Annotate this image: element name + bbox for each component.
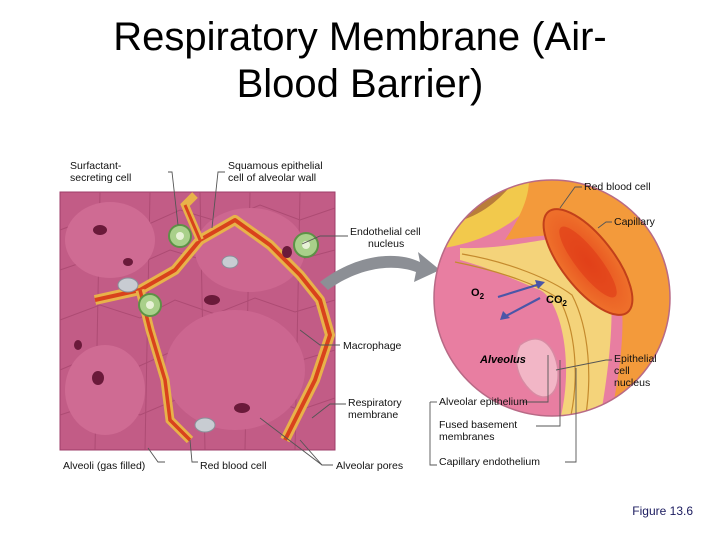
title-line-2: Blood Barrier)	[236, 62, 484, 106]
label-respiratory-membrane	[348, 397, 402, 421]
label-endothelial-line1: Endothelial cell	[350, 226, 421, 238]
label-fused-line1: Fused basement	[439, 419, 518, 431]
title-line-1: Respiratory Membrane (Air-	[113, 15, 607, 59]
label-respiratory-line2: membrane	[348, 409, 399, 421]
label-fused-membranes	[439, 419, 517, 443]
alveolus-label: Alveolus	[480, 354, 526, 366]
label-alveolar-epithelium: Alveolar epithelium	[439, 396, 528, 408]
o2-main: O	[471, 287, 480, 299]
alveolar-tissue-block	[60, 192, 335, 450]
label-squamous-cell	[228, 160, 323, 184]
label-alveoli: Alveoli (gas filled)	[63, 460, 146, 472]
label-epithelial-line1: Epithelial	[614, 353, 657, 365]
label-epithelial-line3: nucleus	[614, 377, 651, 389]
label-fused-line2: membranes	[439, 431, 495, 443]
co2-main: CO	[546, 294, 563, 306]
label-surfactant-line2: secreting cell	[70, 172, 132, 184]
label-red-blood-cell-bottom: Red blood cell	[200, 460, 267, 472]
magnify-arrow	[320, 252, 440, 290]
label-endothelial-nucleus	[350, 226, 421, 250]
label-capillary-endothelium: Capillary endothelium	[439, 456, 540, 468]
o2-sub: 2	[479, 292, 485, 302]
label-alveolar-pores: Alveolar pores	[336, 460, 404, 472]
co2-sub: 2	[562, 299, 567, 309]
label-epithelial-line2: cell	[614, 365, 630, 377]
label-macrophage: Macrophage	[343, 340, 402, 352]
label-epithelial-nucleus	[614, 353, 657, 389]
label-capillary: Capillary	[614, 216, 655, 228]
figure-caption: Figure 13.6	[632, 504, 693, 518]
label-surfactant-line1: Surfactant-	[70, 160, 122, 172]
o2-label	[471, 287, 484, 301]
label-squamous-line2: cell of alveolar wall	[228, 172, 317, 184]
co2-label	[546, 294, 567, 308]
label-red-blood-cell-top: Red blood cell	[584, 181, 651, 193]
label-endothelial-line2: nucleus	[368, 238, 405, 250]
label-surfactant-cell	[70, 160, 131, 184]
label-squamous-line1: Squamous epithelial	[228, 160, 323, 172]
label-respiratory-line1: Respiratory	[348, 397, 402, 409]
